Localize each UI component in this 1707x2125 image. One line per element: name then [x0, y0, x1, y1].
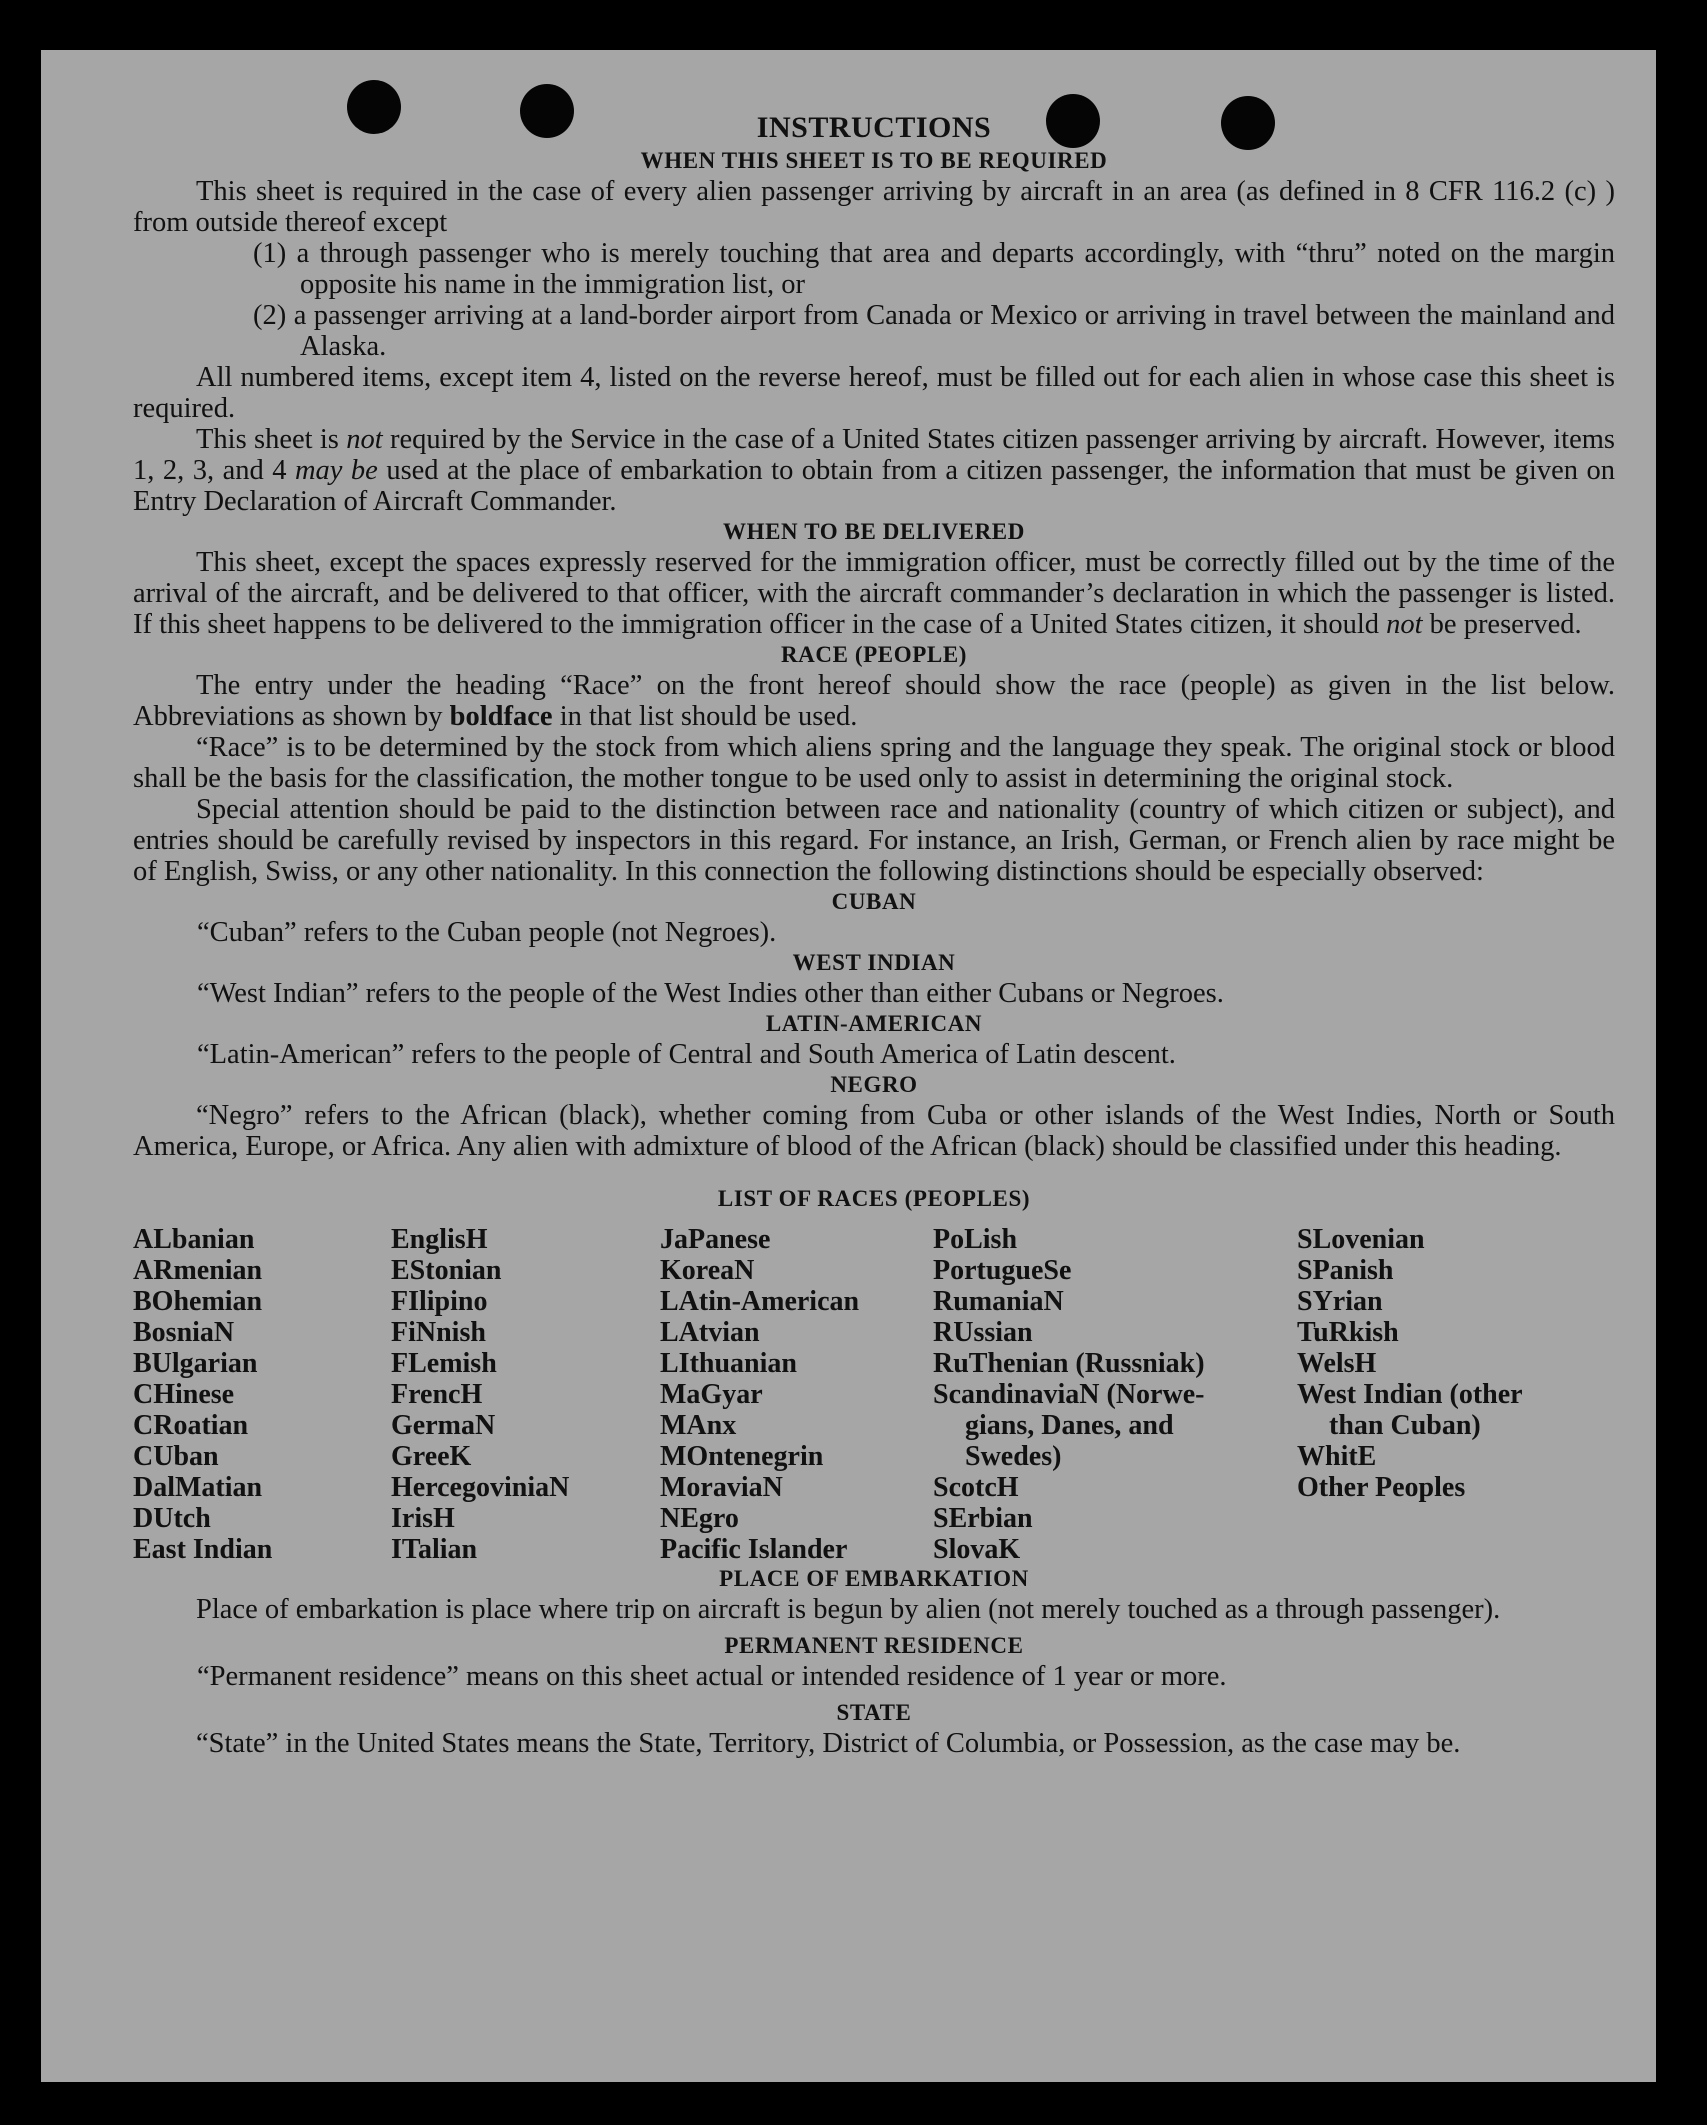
race-entry: NEgro — [660, 1503, 739, 1534]
race-entry: gians, Danes, and — [965, 1410, 1174, 1441]
definition-west-indian: “West Indian” refers to the people of the West Indies other than either Cubans or Negroes. — [197, 978, 1224, 1009]
race-entry: JaPanese — [660, 1224, 771, 1255]
race-entry: CUban — [133, 1441, 219, 1472]
paragraph: The entry under the heading “Race” on the front hereof should show the race (people) as given in the list below. Abbreviations as shown by boldface in that list should be used. — [133, 670, 1615, 732]
race-entry: Pacific Islander — [660, 1534, 848, 1565]
section-heading-residence: PERMANENT RESIDENCE — [724, 1633, 1024, 1658]
races-column-4 — [933, 1224, 1205, 1565]
race-entry: SPanish — [1297, 1255, 1394, 1286]
race-entry: MAnx — [660, 1410, 737, 1441]
section-heading-list-of-races: LIST OF RACES (PEOPLES) — [717, 1186, 1031, 1211]
page-title: INSTRUCTIONS — [756, 111, 992, 144]
race-entry: Swedes) — [965, 1441, 1062, 1472]
race-entry: FIlipino — [391, 1286, 488, 1317]
race-entry: RumaniaN — [933, 1286, 1064, 1317]
section-heading-required: WHEN THIS SHEET IS TO BE REQUIRED — [640, 148, 1108, 173]
race-entry: West Indian (other — [1297, 1379, 1523, 1410]
race-entry: FiNnish — [391, 1317, 486, 1348]
section-heading-race: RACE (PEOPLE) — [780, 642, 968, 667]
section-heading-cuban: CUBAN — [831, 889, 917, 914]
race-entry: KoreaN — [660, 1255, 755, 1286]
races-column-1 — [133, 1224, 272, 1565]
exception-item: (1) a through passenger who is merely touching that area and departs accordingly, with “thru” noted on the margin opposite his name in the immigration list, or — [253, 238, 1615, 300]
race-entry: MoraviaN — [660, 1472, 783, 1503]
races-column-3 — [660, 1224, 859, 1565]
race-entry: PortugueSe — [933, 1255, 1072, 1286]
paragraph: This sheet, except the spaces expressly reserved for the immigration officer, must be correctly filled out by the time of the arrival of the aircraft, and be delivered to that officer, with the aircraft commander’s declaration in which the passenger is listed. If this sheet happens to be delivered to the immigration officer in the case of a United States citizen, it should not be preserved. — [133, 547, 1615, 640]
race-entry: RUssian — [933, 1317, 1033, 1348]
race-entry: LAtin-American — [660, 1286, 860, 1317]
definition-negro: “Negro” refers to the African (black), whether coming from Cuba or other islands of the West Indies, North or South America, Europe, or Africa. Any alien with admixture of blood of the African (black) should be classified under this heading. — [133, 1100, 1615, 1162]
race-entry: BUlgarian — [133, 1348, 258, 1379]
race-entry: ALbanian — [133, 1224, 255, 1255]
paragraph: This sheet is required in the case of every alien passenger arriving by aircraft in an area (as defined in 8 CFR 116.2 (c) ) from outside thereof except — [133, 176, 1615, 238]
race-entry: LIthuanian — [660, 1348, 797, 1379]
race-entry: ScotcH — [933, 1472, 1019, 1503]
paragraph: All numbered items, except item 4, listed on the reverse hereof, must be filled out for each alien in whose case this sheet is required. — [133, 362, 1615, 424]
section-heading-latin-american: LATIN-AMERICAN — [765, 1011, 983, 1036]
race-entry: PoLish — [933, 1224, 1018, 1255]
paragraph: This sheet is not required by the Service in the case of a United States citizen passenger arriving by aircraft. However, items 1, 2, 3, and 4 may be used at the place of embarkation to obtain from a citizen passenger, the information that must be given on Entry Declaration of Aircraft Commander. — [133, 424, 1615, 517]
race-entry: CRoatian — [133, 1410, 249, 1441]
section-heading-embarkation: PLACE OF EMBARKATION — [719, 1566, 1029, 1591]
definition-cuban: “Cuban” refers to the Cuban people (not Negroes). — [197, 917, 777, 948]
paragraph: Special attention should be paid to the distinction between race and nationality (country of which citizen or subject), and entries should be carefully revised by inspectors in this regard. For instance, an Irish, German, or French alien by race might be of English, Swiss, or any other nationality. In this connection the following distinctions should be especially observed: — [133, 794, 1615, 887]
race-entry: HercegoviniaN — [391, 1472, 570, 1503]
race-entry: GermaN — [391, 1410, 496, 1441]
race-entry: ITalian — [391, 1534, 478, 1565]
race-entry: DUtch — [133, 1503, 211, 1534]
race-entry: SlovaK — [933, 1534, 1021, 1565]
race-entry: Other Peoples — [1297, 1472, 1466, 1503]
definition-residence: “Permanent residence” means on this sheet actual or intended residence of 1 year or more. — [197, 1661, 1227, 1692]
race-entry: BOhemian — [133, 1286, 263, 1317]
race-entry: CHinese — [133, 1379, 235, 1410]
definition-embarkation: Place of embarkation is place where trip on aircraft is begun by alien (not merely touched as a through passenger). — [196, 1594, 1501, 1625]
race-entry: FrencH — [391, 1379, 483, 1410]
race-entry: EnglisH — [391, 1224, 488, 1255]
races-list — [133, 1224, 1615, 1564]
instructions-content — [133, 110, 1615, 1759]
race-entry: GreeK — [391, 1441, 472, 1472]
race-entry: EStonian — [391, 1255, 502, 1286]
definition-latin-american: “Latin-American” refers to the people of Central and South America of Latin descent. — [197, 1039, 1176, 1070]
race-entry: IrisH — [391, 1503, 455, 1534]
race-entry: ScandinaviaN (Norwe- — [933, 1379, 1205, 1410]
race-entry: BosniaN — [133, 1317, 235, 1348]
races-column-5 — [1297, 1224, 1523, 1503]
race-entry: East Indian — [133, 1534, 273, 1565]
race-entry: WhitE — [1297, 1441, 1377, 1472]
section-heading-state: STATE — [836, 1700, 912, 1725]
race-entry: DalMatian — [133, 1472, 263, 1503]
race-entry: FLemish — [391, 1348, 497, 1379]
race-entry: SLovenian — [1297, 1224, 1425, 1255]
race-entry: ARmenian — [133, 1255, 263, 1286]
section-heading-negro: NEGRO — [830, 1072, 918, 1097]
race-entry: LAtvian — [660, 1317, 760, 1348]
definition-state: “State” in the United States means the State, Territory, District of Columbia, or Possession, as the case may be. — [196, 1728, 1461, 1759]
document-sheet — [41, 50, 1656, 2082]
race-entry: WelsH — [1297, 1348, 1377, 1379]
section-heading-west-indian: WEST INDIAN — [792, 950, 956, 975]
race-entry: than Cuban) — [1329, 1410, 1481, 1441]
race-entry: SYrian — [1297, 1286, 1383, 1317]
exception-item: (2) a passenger arriving at a land-border airport from Canada or Mexico or arriving in travel between the mainland and Alaska. — [253, 300, 1615, 362]
section-heading-delivered: WHEN TO BE DELIVERED — [723, 519, 1025, 544]
exceptions-list — [253, 238, 1615, 362]
race-entry: RuThenian (Russniak) — [933, 1348, 1205, 1379]
races-column-2 — [391, 1224, 569, 1565]
race-entry: MaGyar — [660, 1379, 763, 1410]
race-entry: TuRkish — [1297, 1317, 1399, 1348]
paragraph: “Race” is to be determined by the stock from which aliens spring and the language they speak. The original stock or blood shall be the basis for the classification, the mother tongue to be used only to assist in determining the original stock. — [133, 732, 1615, 794]
race-entry: MOntenegrin — [660, 1441, 824, 1472]
race-entry: SErbian — [933, 1503, 1033, 1534]
